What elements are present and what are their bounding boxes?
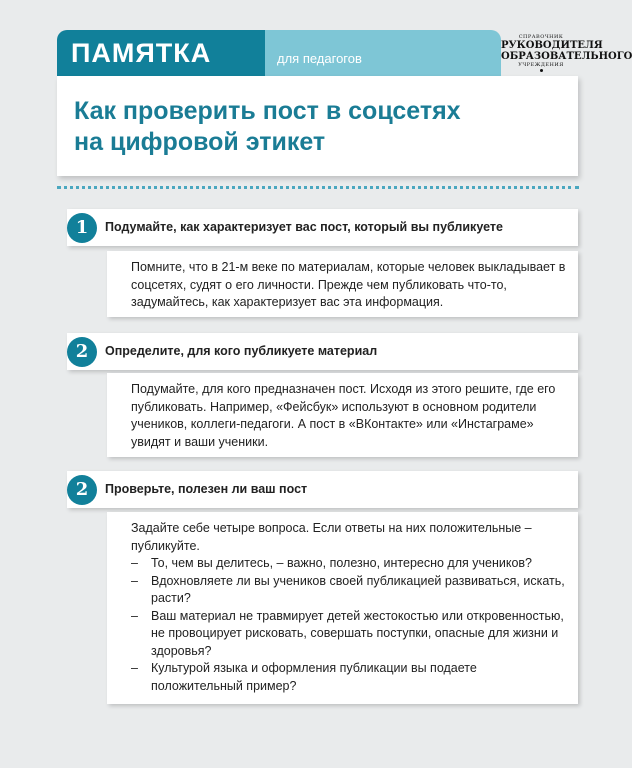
step-intro: Задайте себе четыре вопроса. Если ответы на них положительные – публикуйте.	[131, 521, 532, 553]
publisher-logo: СПРАВОЧНИК РУКОВОДИТЕЛЯ ОБРАЗОВАТЕЛЬНОГО УЧРЕЖДЕНИЯ	[501, 30, 581, 76]
list-item: – То, чем вы делитесь, – важно, полезно, интересно для учеников?	[131, 555, 566, 573]
header	[57, 30, 632, 76]
step-2-body	[107, 373, 578, 457]
list-item: – Ваш материал не травмирует детей жестокостью или откровенностью, не провоцирует рисковать, совершать поступки, опасные для жизни и здоровья?	[131, 608, 566, 661]
title-card	[57, 76, 578, 176]
audience-label: для педагогов	[265, 30, 501, 76]
step-3-body	[107, 512, 578, 704]
step-text: Помните, что в 21-м веке по материалам, которые человек выкладывает в соцсетях, судят о его личности. Прежде чем публиковать что-то, задумайтесь, как характеризует вас эта информация.	[131, 260, 566, 309]
page-title: Как проверить пост в соцсетях на цифровой этикет	[74, 97, 461, 156]
logo-dot-icon	[540, 69, 543, 72]
step-number-badge: 2	[67, 337, 97, 367]
list-item: – Вдохновляете ли вы учеников своей публикацией развиваться, искать, расти?	[131, 573, 566, 608]
step-number-badge: 1	[67, 213, 97, 243]
memo-label: ПАМЯТКА	[57, 30, 265, 76]
step-title: Подумайте, как характеризует вас пост, который вы публикуете	[105, 220, 503, 234]
question-list	[131, 555, 566, 695]
step-3-heading	[67, 471, 578, 508]
step-number-badge: 2	[67, 475, 97, 505]
step-title: Определите, для кого публикуете материал	[105, 344, 378, 358]
step-1-body	[107, 251, 578, 317]
step-2-heading	[67, 333, 578, 370]
list-item: – Культурой языка и оформления публикации вы подаете положительный пример?	[131, 660, 566, 695]
step-title: Проверьте, полезен ли ваш пост	[105, 482, 308, 496]
step-text: Подумайте, для кого предназначен пост. Исходя из этого решите, где его публиковать. Например, «Фейсбук» используют в основном родители учеников, коллеги-педагоги. А пост в «ВКонтакте» или «Инстаграме» увидят и ваши ученики.	[131, 382, 556, 449]
step-1-heading	[67, 209, 578, 246]
dotted-divider	[57, 186, 579, 189]
